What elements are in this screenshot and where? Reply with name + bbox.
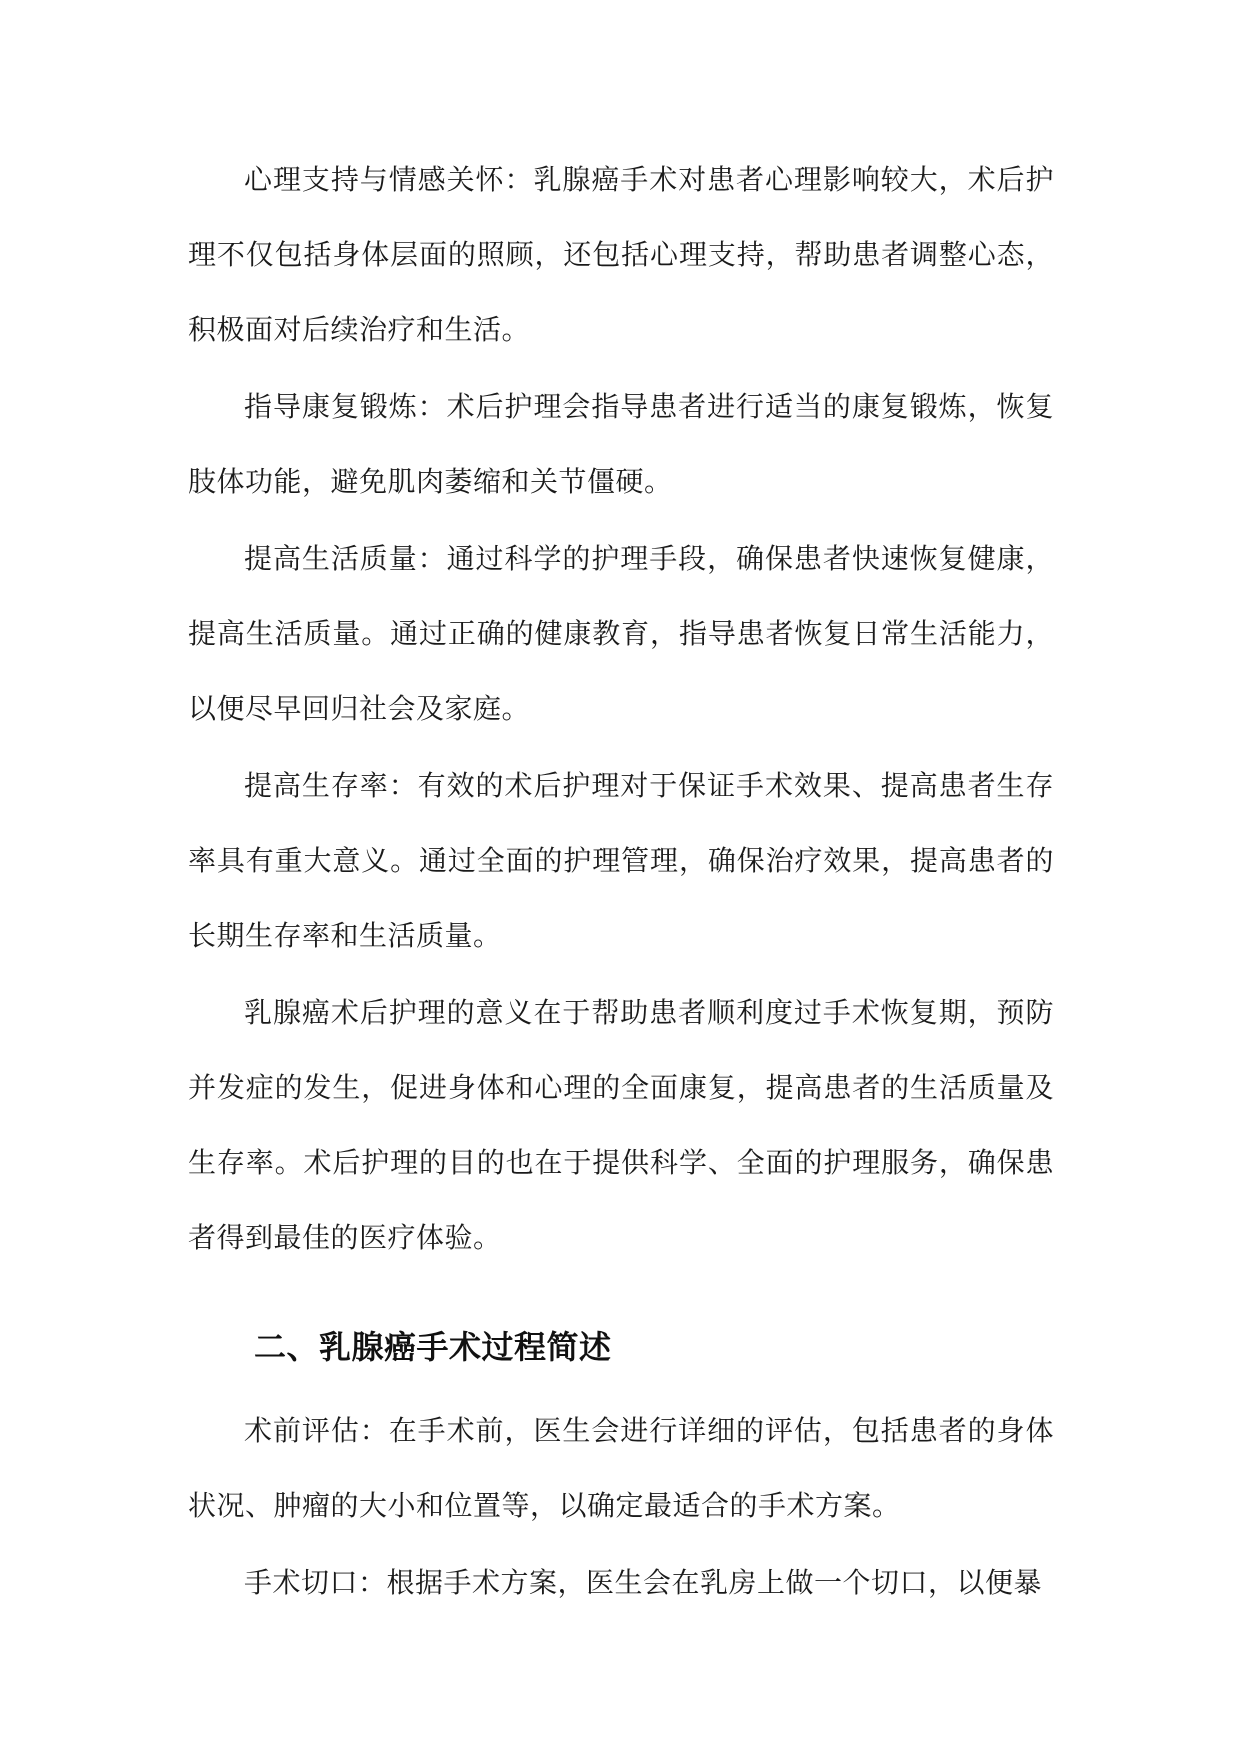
document-body xyxy=(188,142,1054,1622)
section-heading: 二、乳腺癌手术过程简述 xyxy=(254,1328,612,1366)
paragraph-psychological-support: 心理支持与情感关怀：乳腺癌手术对患者心理影响较大，术后护理不仅包括身体层面的照顾，还包括心理支持，帮助患者调整心态，积极面对后续治疗和生活。 xyxy=(188,163,1054,346)
paragraph-preop-assessment: 术前评估：在手术前，医生会进行详细的评估，包括患者的身体状况、肿瘤的大小和位置等，以确定最适合的手术方案。 xyxy=(188,1414,1054,1522)
paragraph-quality-of-life: 提高生活质量：通过科学的护理手段，确保患者快速恢复健康，提高生活质量。通过正确的健康教育，指导患者恢复日常生活能力，以便尽早回归社会及家庭。 xyxy=(188,542,1054,725)
paragraph-surgical-incision: 手术切口：根据手术方案，医生会在乳房上做一个切口，以便暴 xyxy=(244,1566,1043,1599)
paragraph-care-significance: 乳腺癌术后护理的意义在于帮助患者顺利度过手术恢复期，预防并发症的发生，促进身体和心理的全面康复，提高患者的生活质量及生存率。术后护理的目的也在于提供科学、全面的护理服务，确保患者得到最佳的医疗体验。 xyxy=(188,996,1054,1254)
paragraph-rehab-exercise: 指导康复锻炼：术后护理会指导患者进行适当的康复锻炼，恢复肢体功能，避免肌肉萎缩和关节僵硬。 xyxy=(188,390,1054,498)
paragraph-survival-rate: 提高生存率：有效的术后护理对于保证手术效果、提高患者生存率具有重大意义。通过全面的护理管理，确保治疗效果，提高患者的长期生存率和生活质量。 xyxy=(188,769,1054,952)
